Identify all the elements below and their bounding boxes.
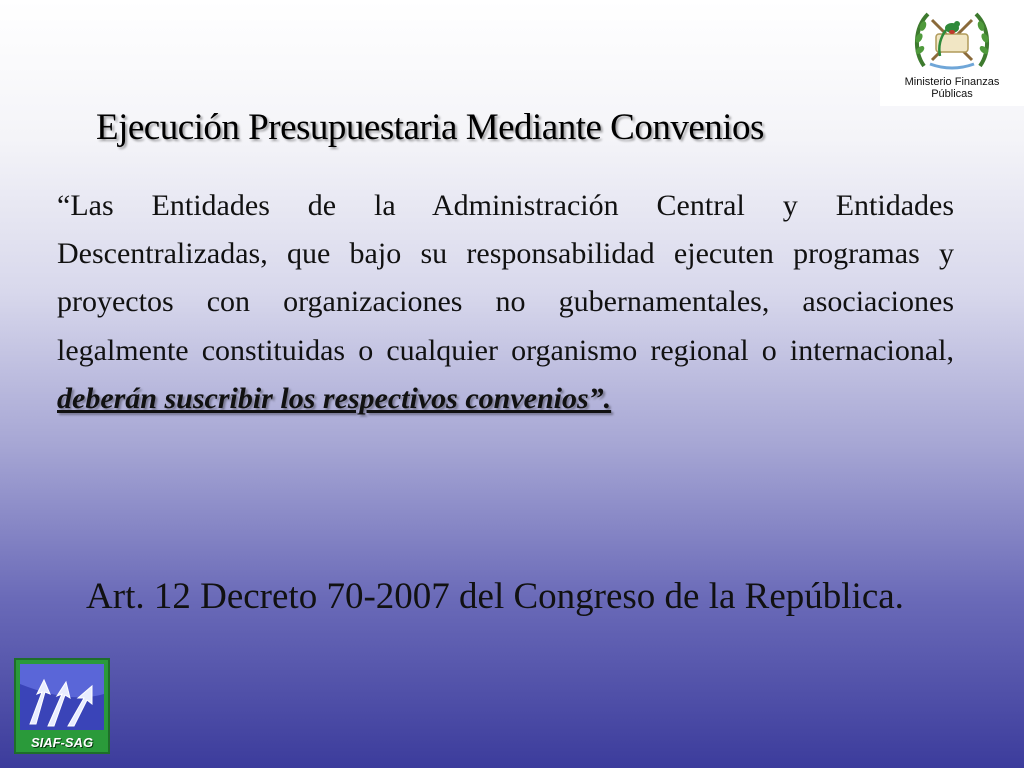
quote-emphasis: deberán suscribir los respectivos convenios”. [57,381,612,415]
ministry-name-line1: Ministerio Finanzas [904,76,1000,88]
ministry-name-line2: Públicas [931,88,973,100]
ministry-name [880,76,1024,100]
siaf-sag-label: SIAF-SAG [30,735,94,750]
quote-text: “Las Entidades de la Administración Central y Entidades Descentralizadas, que bajo su responsabilidad ejecuten programas y proyectos con organizaciones no gubernamentales, asociaciones legalmente constituidas o cualquier organismo regional o internacional, [57,189,954,367]
guatemala-coat-of-arms-icon [910,6,994,72]
quote-paragraph [57,182,954,423]
legal-reference: Art. 12 Decreto 70-2007 del Congreso de la República. [86,576,904,617]
ministry-logo [880,0,1024,106]
upward-arrows-icon [20,664,104,730]
slide-title: Ejecución Presupuestaria Mediante Convenios [96,107,764,148]
siaf-sag-logo [14,658,110,754]
